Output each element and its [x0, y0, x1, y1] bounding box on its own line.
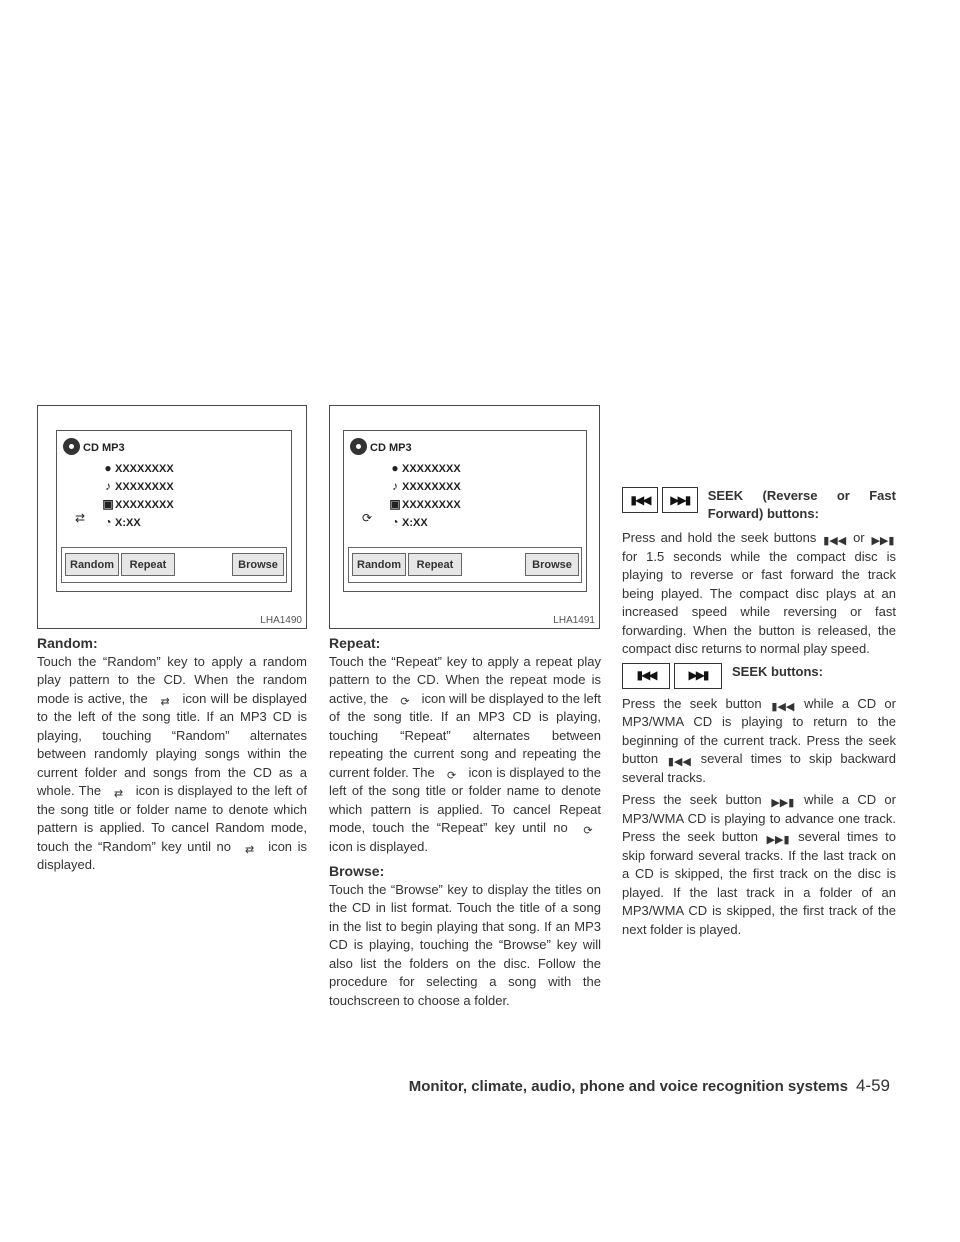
browse-continuation-space — [622, 408, 896, 483]
skip-back-icon: ▮◀◀ — [667, 756, 691, 768]
cd-screen — [56, 430, 292, 592]
figure-repeat — [329, 405, 600, 629]
repeat-icon: ⟳ — [400, 695, 410, 708]
album-icon: ▣ — [389, 497, 401, 511]
random-key[interactable]: Random — [352, 553, 406, 576]
song-row: ♪ XXXXXXXX — [101, 479, 174, 495]
section-title: Monitor, climate, audio, phone and voice recognition systems — [408, 1078, 848, 1095]
random-heading: Random: — [37, 635, 98, 651]
artist-icon: ● — [391, 461, 399, 475]
seek-ff-buttons — [622, 487, 896, 523]
disc-icon — [63, 438, 80, 455]
seek-back-paragraph: Press the seek button ▮◀◀ while a CD or MP3/WMA CD is playing to return to the beginning of the current track. Press the seek button ▮◀◀ several times to skip backward several tracks. — [622, 695, 896, 785]
browse-key[interactable]: Browse — [525, 553, 579, 576]
repeat-key[interactable]: Repeat — [121, 553, 175, 576]
repeat-heading: Repeat: — [329, 635, 381, 651]
shuffle-icon: ⇄ — [160, 695, 170, 708]
artist-row: ● XXXXXXXX — [101, 461, 174, 477]
clock-icon: ◔ — [104, 515, 112, 529]
artist-row: ● XXXXXXXX — [388, 461, 461, 477]
random-section — [37, 634, 307, 879]
button-bar — [61, 547, 287, 583]
seek-forward-icon: ▶▶▮ — [674, 663, 722, 689]
page-footer — [409, 1076, 890, 1096]
repeat-key[interactable]: Repeat — [408, 553, 462, 576]
skip-back-icon: ▮◀◀ — [823, 535, 847, 547]
repeat-icon: ⟳ — [362, 511, 373, 525]
button-bar — [348, 547, 582, 583]
album-row: ▣XXXXXXXX — [102, 497, 174, 511]
shuffle-icon: ⇄ — [113, 788, 124, 800]
page-number: 4-59 — [855, 1076, 890, 1095]
browse-paragraph: Touch the “Browse” key to display the titles on the CD in list format. Touch the title of a song in the list to begin playing that song. If an MP3 CD is playing, touching the “Browse” key will also list the folders on the disc. Follow the procedure for selecting a song with the touchscreen to choose a folder. — [329, 881, 601, 1008]
seek-ff-title: SEEK (Reverse or Fast Forward) buttons: — [707, 488, 896, 521]
time-row: ◔ X:XX — [101, 515, 141, 531]
random-key[interactable]: Random — [65, 553, 119, 576]
seek-forward-paragraph: Press the seek button ▶▶▮ while a CD or MP3/WMA CD is playing to advance one track. Press the seek button ▶▶▮ several times to skip forward several tracks. If the last track on a CD is skipped, the first track on the disc is played. If the last track in a folder of an MP3/WMA CD is skipped, the first track of the next folder is played. — [622, 792, 896, 937]
repeat-icon: ⟳ — [583, 825, 593, 837]
song-row: ♪ XXXXXXXX — [388, 479, 461, 495]
random-paragraph: Touch the “Random” key to apply a random play pattern to the CD. When the random mode is active, the ⇄ icon will be displayed to the left of the song title. If an MP3 CD is playing, touching “Random” alternates between randomly playing songs within the current folder and songs from the CD as a whole. The ⇄ icon is displayed to the left of the song title or folder name to denote which pattern is applied. To cancel Random mode, touch the “Random” key until no ⇄ icon is displayed. — [37, 653, 308, 872]
seek-buttons — [622, 663, 896, 689]
shuffle-icon: ⇄ — [75, 511, 86, 525]
cd-screen — [343, 430, 587, 592]
clock-icon: ◔ — [391, 515, 399, 529]
time-row: ◔ X:XX — [388, 515, 428, 531]
music-note-icon: ♪ — [392, 479, 398, 493]
seek-section — [622, 408, 896, 943]
album-icon: ▣ — [102, 497, 114, 511]
repeat-icon: ⟳ — [447, 769, 457, 782]
seek-forward-icon: ▶▶▮ — [662, 487, 698, 513]
figure-code: LHA1490 — [260, 615, 302, 626]
repeat-paragraph: Touch the “Repeat” key to apply a repeat play pattern to the CD. When the repeat mode is active, the ⟳ icon will be displayed to the left of the song title. If an MP3 CD is playing, touching “Repeat” alternates between repeating the current song and repeating the current folder. The ⟳ icon is displayed to the left of the song title or folder name to denote which pattern is applied. To cancel Repeat mode, touch the “Repeat” key until no ⟳ icon is displayed. — [329, 653, 601, 854]
artist-icon: ● — [104, 461, 112, 475]
skip-forward-icon: ▶▶▮ — [871, 535, 895, 547]
music-note-icon: ♪ — [105, 479, 111, 493]
skip-forward-icon: ▶▶▮ — [766, 834, 790, 846]
album-row: ▣XXXXXXXX — [389, 497, 461, 511]
seek-back-icon: ▮◀◀ — [622, 487, 658, 513]
figure-random — [37, 405, 307, 629]
repeat-browse-section — [329, 634, 601, 1014]
browse-heading: Browse: — [329, 863, 385, 879]
shuffle-icon: ⇄ — [245, 843, 255, 856]
figure-code: LHA1491 — [553, 615, 595, 626]
skip-forward-icon: ▶▶▮ — [771, 797, 795, 809]
source-label: CD MP3 — [83, 442, 125, 454]
seek-ff-paragraph: Press and hold the seek buttons ▮◀◀ or ▶▶▮ for 1.5 seconds while the compact disc is playing to reverse or fast forward the track being played. The compact disc plays at an increased speed while reversing or fast forwarding. When the button is released, the compact disc returns to normal play speed. — [622, 530, 896, 656]
browse-key[interactable]: Browse — [232, 553, 284, 576]
seek-title: SEEK buttons: — [732, 663, 823, 679]
disc-icon — [350, 438, 367, 455]
skip-back-icon: ▮◀◀ — [771, 700, 795, 713]
source-label: CD MP3 — [370, 442, 412, 454]
seek-back-icon: ▮◀◀ — [622, 663, 670, 689]
